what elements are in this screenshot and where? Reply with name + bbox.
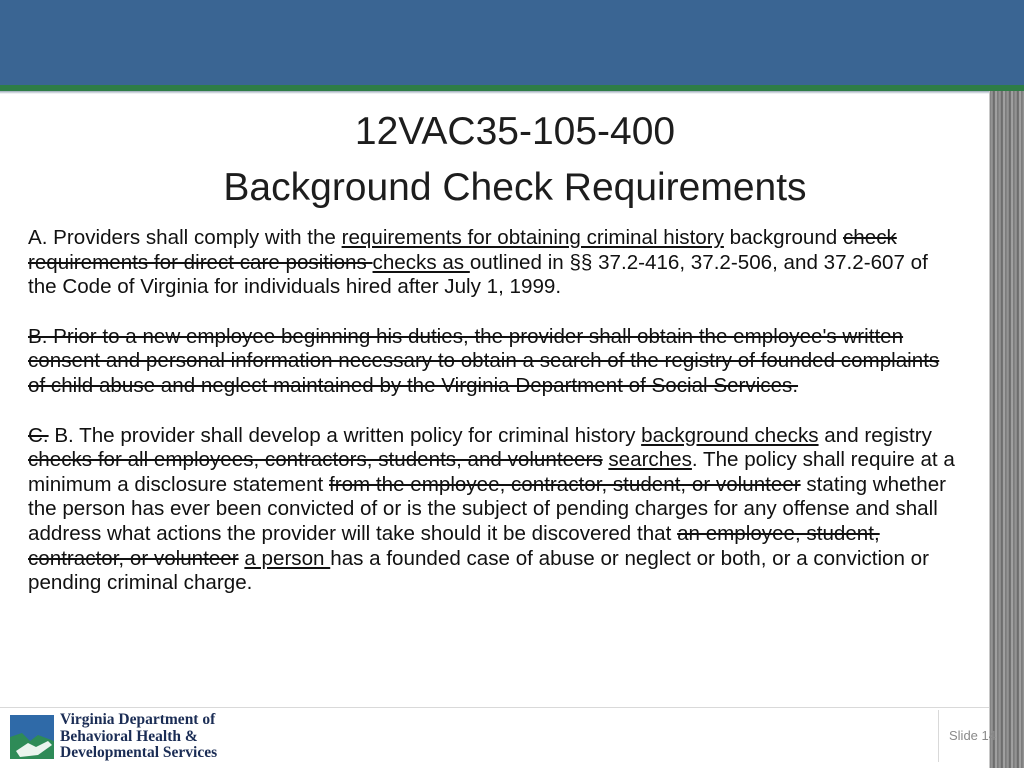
para-a-text-1: A. Providers shall comply with the [28,226,342,249]
paragraph-c [28,424,958,596]
para-b-deleted: B. Prior to a new employee beginning his duties, the provider shall obtain the employee's written consent and personal information necessary to obtain a search of the registry of founded complaints of child abuse and neglect maintained by the Virginia Department of Social Services. [28,324,940,397]
para-c-text-5: stating whether the person has ever been convicted of or is the subject of pending charges for any offense and shall address what actions the provider will take should it be discovered that [28,472,947,545]
slide-body [28,226,958,596]
para-c-deleted-2: checks for all employees, contractors, students, and volunteers [28,448,603,472]
para-c-text-7: has a founded case of abuse or neglect or both, or a conviction or pending criminal charge. [28,546,929,595]
logo-line-1: Virginia Department of [60,711,216,728]
dbhds-logo [8,711,248,763]
para-c-inserted-1: background checks [641,423,819,447]
para-c-deleted-3: from the employee, contractor, student, or volunteer [329,472,801,496]
para-a-text-3: outlined in §§ 37.2-416, 37.2-506, and 37.2-607 of the Code of Virginia for individuals hired after July 1, 1999. [28,250,928,299]
footer-divider [0,707,989,708]
logo-text [60,712,250,762]
para-a-inserted-2: checks as [372,250,470,274]
virginia-map-icon [8,711,56,761]
para-c-deleted-4: an employee, student, contractor, or volunteer [28,521,880,570]
slide-number: Slide 14 [949,728,996,743]
para-c-deleted-1: C. [28,423,49,447]
header-bar [0,0,1024,85]
title-line-code: 12VAC35-105-400 [354,110,676,153]
para-c-inserted-3: a person [244,546,331,570]
right-decorative-stripe [990,91,1024,768]
paragraph-b [28,325,958,399]
slide-title [100,104,930,216]
logo-line-3: Developmental Services [60,744,218,761]
para-a-deleted-1: check requirements for direct care positions [28,226,897,274]
paragraph-a [28,226,958,300]
para-c-inserted-2: searches [608,448,692,472]
para-c-text-1: B. The provider shall develop a written policy for criminal history [48,423,642,447]
logo-line-2: Behavioral Health & [60,727,198,745]
header-shadow [0,91,1024,94]
title-line-heading: Background Check Requirements [223,166,807,209]
para-a-text-2: background [723,226,843,249]
para-c-text-4: . The policy shall require at a minimum a disclosure statement [28,448,955,496]
slide-number-separator [938,710,939,762]
para-a-inserted-1: requirements for obtaining criminal history [341,226,724,249]
para-c-text-2: and registry [818,423,932,447]
